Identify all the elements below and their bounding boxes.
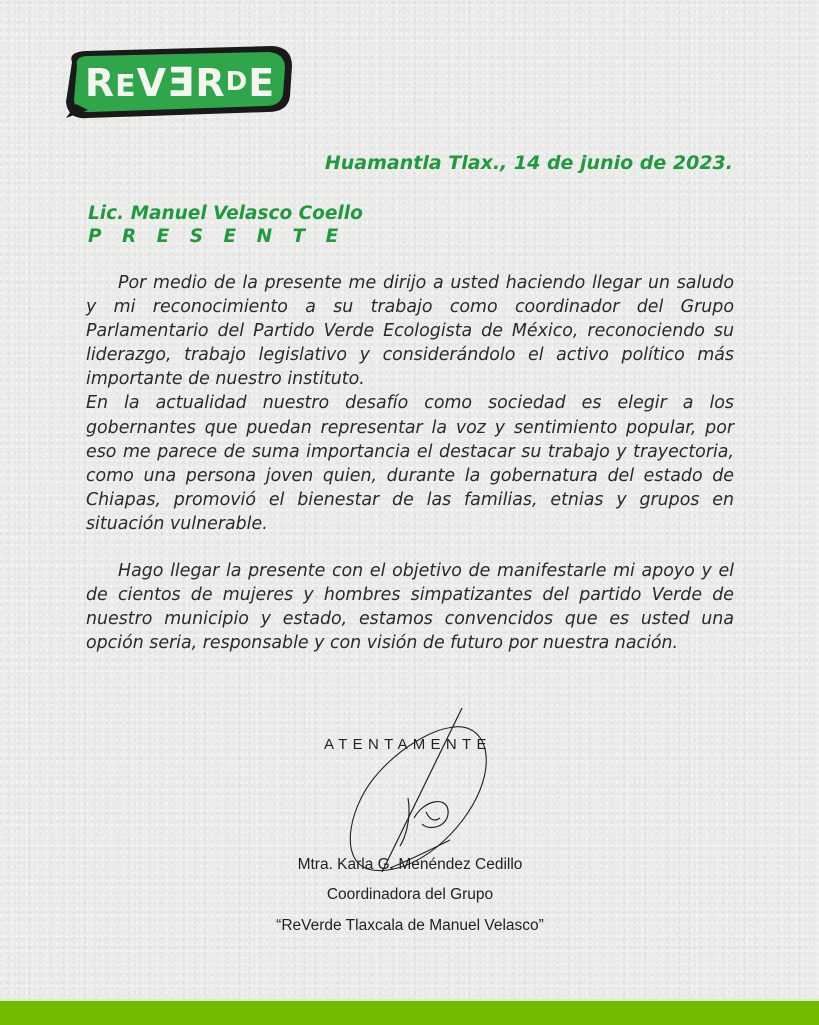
letter-body-first bbox=[86, 271, 734, 536]
recipient-name: Lic. Manuel Velasco Coello bbox=[88, 203, 363, 224]
footer-bar bbox=[0, 999, 819, 1025]
signer-title: Coordinadora del Grupo bbox=[326, 886, 494, 903]
recipient-salutation: P R E S E N T E bbox=[88, 226, 346, 247]
place-date: Huamantla Tlax., 14 de junio de 2023. bbox=[324, 152, 733, 174]
reverde-logo bbox=[58, 44, 298, 122]
recipient-block bbox=[88, 202, 363, 248]
signer-group: “ReVerde Tlaxcala de Manuel Velasco” bbox=[276, 917, 544, 934]
handwritten-signature bbox=[330, 700, 500, 880]
paragraph: Hago llegar la presente con el objetivo de manifestarle mi apoyo y el de cientos de mujeres y hombres simpatizantes del partido Verde de nuestro municipio y estado, estamos convencidos que es usted una opción seria, responsable y con visión de futuro por nuestra nación. bbox=[86, 561, 734, 654]
letter-body-second bbox=[86, 559, 734, 655]
paragraph: Por medio de la presente me dirijo a usted haciendo llegar un saludo y mi reconocimiento a su trabajo como coordinador del Grupo Parlamentario del Partido Verde Ecologista de México, reconociendo su liderazgo, trabajo legislativo y considerándolo el activo político más importante de nuestro instituto. bbox=[86, 273, 734, 390]
closing: ATENTAMENTE bbox=[324, 736, 492, 753]
signer-name: Mtra. Karla G. Menéndez Cedillo bbox=[297, 856, 523, 873]
paragraph: En la actualidad nuestro desafío como sociedad es elegir a los gobernantes que puedan representar la voz y sentimiento popular, por eso me parece de suma importancia el destacar su trabajo y trayectoria, como una persona joven quien, durante la gobernatura del estado de Chiapas, promovió el bienestar de las familias, etnias y grupos en situación vulnerable. bbox=[86, 393, 734, 534]
svg-text:REVƎRDE: REVƎRDE bbox=[84, 60, 276, 106]
reverde-logo-graphic bbox=[58, 44, 298, 122]
